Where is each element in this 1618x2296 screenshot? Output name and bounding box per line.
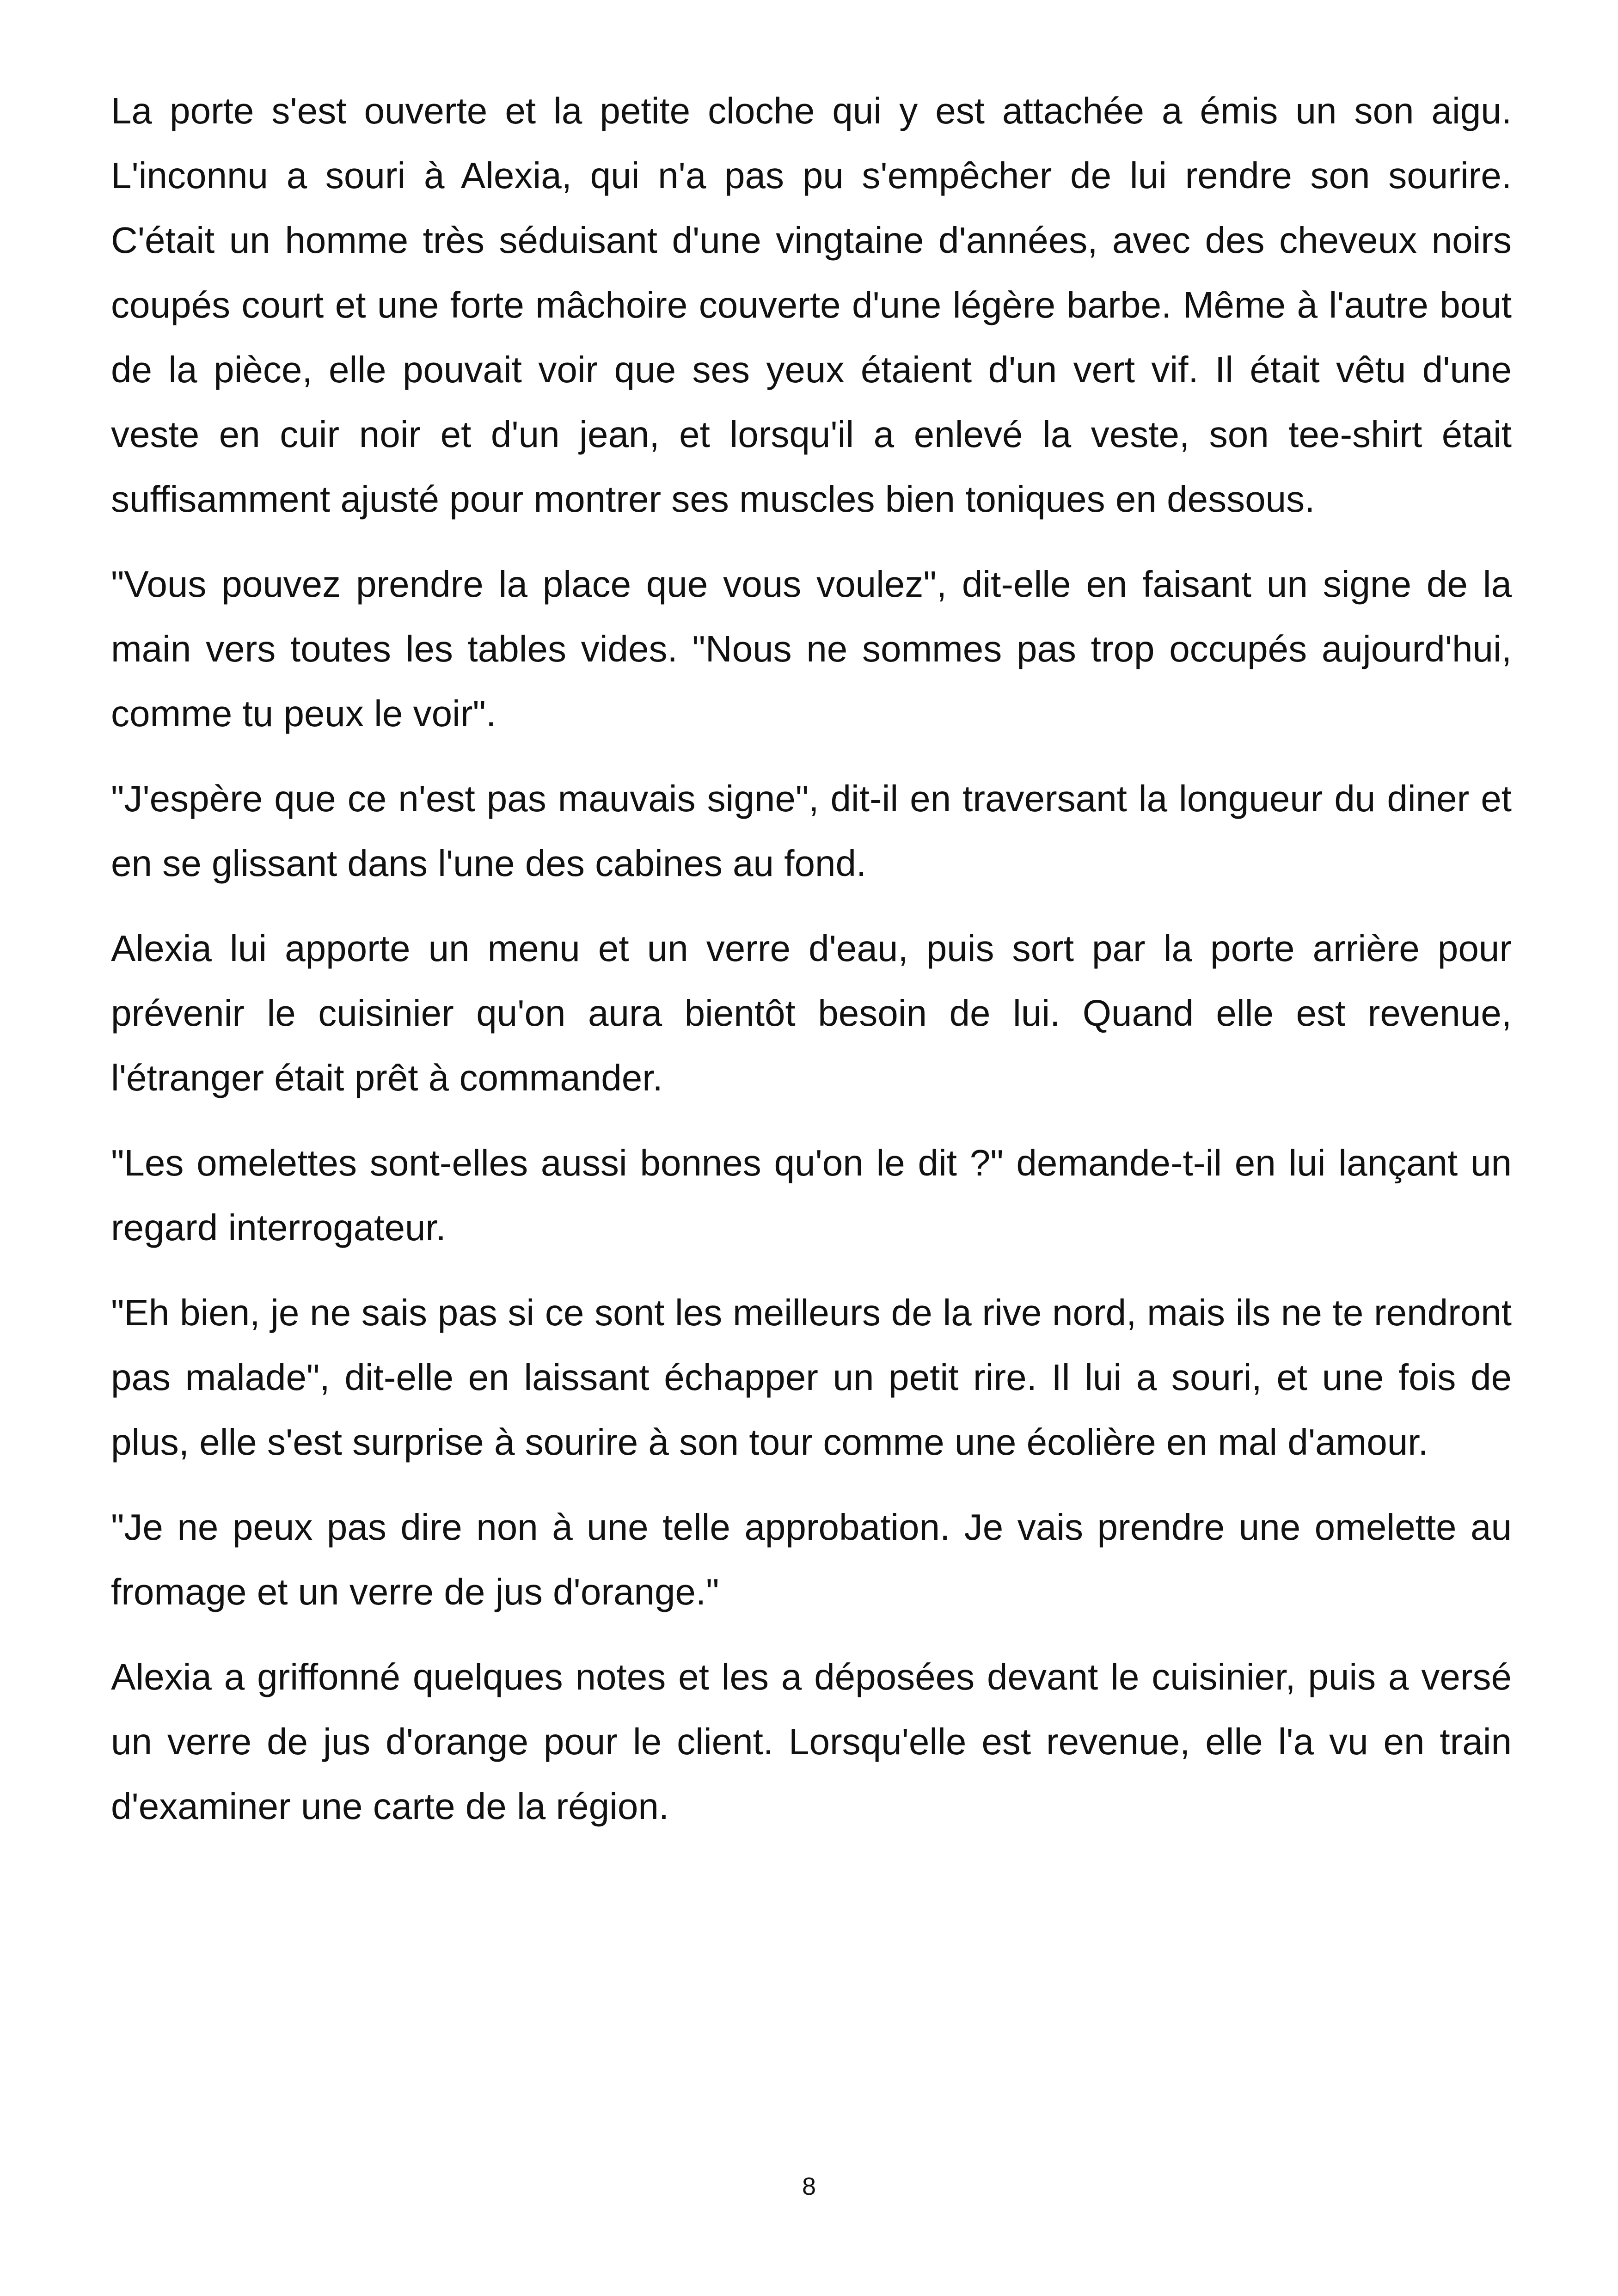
paragraph: Alexia a griffonné quelques notes et les a déposées devant le cuisinier, puis a versé un verre de jus d'orange pour le client. Lorsqu'elle est revenue, elle l'a vu en train d'examiner une carte de la région. — [111, 1656, 1512, 1827]
paragraph: "Vous pouvez prendre la place que vous voulez", dit-elle en faisant un signe de la main vers toutes les tables vides. "Nous ne sommes pas trop occupés aujourd'hui, comme tu peux le voir". — [111, 563, 1512, 734]
paragraph: "Eh bien, je ne sais pas si ce sont les meilleurs de la rive nord, mais ils ne te rendront pas malade", dit-elle en laissant échapper un petit rire. Il lui a souri, et une fois de plus, elle s'est surprise à sourire à son tour comme une écolière en mal d'amour. — [111, 1292, 1512, 1463]
text-body — [111, 79, 1512, 1859]
page-number: 8 — [802, 2173, 816, 2200]
paragraph: "J'espère que ce n'est pas mauvais signe", dit-il en traversant la longueur du diner et en se glissant dans l'une des cabines au fond. — [111, 778, 1512, 884]
paragraph: La porte s'est ouverte et la petite cloche qui y est attachée a émis un son aigu. L'inconnu a souri à Alexia, qui n'a pas pu s'empêcher de lui rendre son sourire. C'était un homme très séduisant d'une vingtaine d'années, avec des cheveux noirs coupés court et une forte mâchoire couverte d'une légère barbe. Même à l'autre bout de la pièce, elle pouvait voir que ses yeux étaient d'un vert vif. Il était vêtu d'une veste en cuir noir et d'un jean, et lorsqu'il a enlevé la veste, son tee-shirt était suffisamment ajusté pour montrer ses muscles bien toniques en dessous. — [111, 90, 1512, 520]
paragraph: "Les omelettes sont-elles aussi bonnes qu'on le dit ?" demande-t-il en lui lançant un regard interrogateur. — [111, 1142, 1512, 1248]
paragraph: "Je ne peux pas dire non à une telle approbation. Je vais prendre une omelette au fromage et un verre de jus d'orange." — [111, 1506, 1512, 1612]
paragraph: Alexia lui apporte un menu et un verre d'eau, puis sort par la porte arrière pour prévenir le cuisinier qu'on aura bientôt besoin de lui. Quand elle est revenue, l'étranger était prêt à commander. — [111, 928, 1512, 1098]
